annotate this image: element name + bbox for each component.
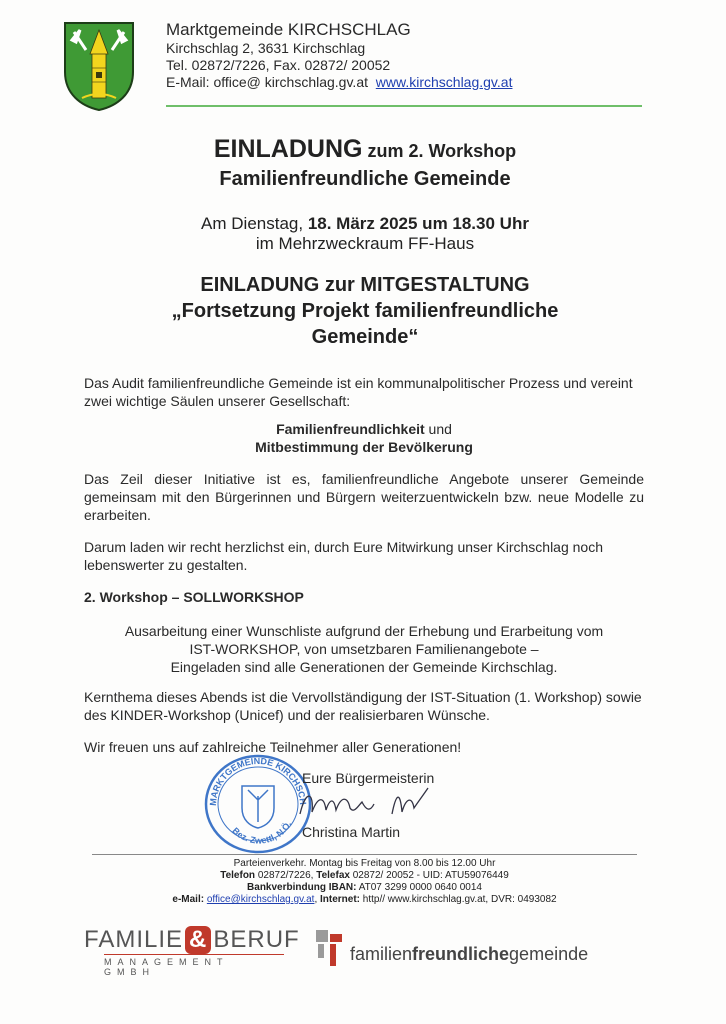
header-divider (166, 105, 642, 107)
fb-right-word: BERUF (213, 926, 300, 953)
bank-value: AT07 3299 0000 0640 0014 (356, 882, 482, 893)
signature-role: Eure Bürgermeisterin (302, 770, 435, 786)
fb-subtitle: MANAGEMENT GMBH (104, 954, 284, 977)
mitgestaltung-title: EINLADUNG zur MITGESTALTUNG (200, 274, 530, 296)
pillar-2: Mitbestimmung der Bevölkerung (255, 439, 473, 455)
email-line (166, 74, 512, 91)
signature-name: Christina Martin (302, 824, 401, 840)
location: im Mehrzweckraum FF-Haus (255, 234, 475, 253)
section-heading: 2. Workshop – SOLLWORKSHOP (84, 589, 304, 605)
svg-text:Bez. Zwettl, N.Ö. (230, 820, 293, 846)
internet-label: Internet: (320, 894, 361, 905)
fb-left-word: FAMILIE (84, 926, 184, 953)
invitation-title (60, 136, 670, 164)
section-line-1: Ausarbeitung einer Wunschliste aufgrund der Erhebung und Erarbeitung vom (124, 623, 604, 639)
intro-paragraph: Das Audit familienfreundliche Gemeinde ist ein kommunalpolitischer Prozess und vereint zwei wichtige Säulen unserer Gesellschaft: (84, 375, 633, 409)
address: Kirchschlag 2, 3631 Kirchschlag (166, 40, 366, 56)
handwritten-signature (296, 784, 436, 824)
phone-fax: Tel. 02872/7226, Fax. 02872/ 20052 (166, 57, 391, 73)
fb-ampersand: & (185, 926, 211, 954)
date-prefix: Am Dienstag, (201, 214, 304, 233)
section-text (84, 622, 644, 676)
ff-gemeinde-icon (316, 930, 348, 966)
website-link[interactable]: www.kirchschlag.gv.at (375, 74, 513, 90)
footer (92, 858, 637, 906)
email-label: E-Mail: office@ kirchschlag.gv.at (166, 74, 368, 90)
date-time: 18. März 2025 um 18.30 Uhr (307, 214, 529, 233)
project-line-1: „Fortsetzung Projekt familienfreundliche (171, 300, 559, 322)
telefax-value: 02872/ 20052 - UID: ATU59076449 (349, 870, 509, 881)
telefon-value: 02872/7226, (255, 870, 317, 881)
stamp-top-text: MARKTGEMEINDE KIRCHSCH (207, 755, 309, 807)
section-line-3: Eingeladen sind alle Generationen der Gemeinde Kirchschlag. (170, 659, 558, 675)
workshop-word: zum 2. Workshop (367, 141, 517, 161)
contact-line (92, 870, 637, 882)
office-hours: Parteienverkehr. Montag bis Freitag von 8.00 bis 12.00 Uhr (233, 858, 496, 869)
einladung-word: EINLADUNG (213, 135, 363, 163)
subtitle: Familienfreundliche Gemeinde (219, 168, 511, 190)
telefon-label: Telefon (220, 870, 256, 881)
invite-paragraph: Darum laden wir recht herzlichst ein, durch Eure Mitwirkung unser Kirchschlag noch lebenswerter zu gestalten. (84, 539, 603, 573)
email-internet-line: e-Mail: office@kirchschlag.gv.at, Internet: http// www.kirchschlag.gv.at, DVR: 0493082 (172, 894, 557, 905)
coat-of-arms (62, 20, 136, 112)
mitgestaltung-heading (60, 272, 670, 350)
section-line-2: IST-WORKSHOP, von umsetzbaren Familienangebote – (189, 641, 539, 657)
internet-value: http// www.kirchschlag.gv.at, DVR: 0493082 (360, 894, 557, 905)
date-location (60, 214, 670, 254)
kernthema-paragraph: Kernthema dieses Abends ist die Vervollständigung der IST-Situation (1. Workshop) sowie des KINDER-Workshop (Unicef) und der realisierbaren Wünsche. (84, 689, 642, 723)
bank-line (92, 882, 637, 894)
header-block (166, 20, 512, 91)
pillars (84, 420, 644, 456)
pillar-1-suffix: und (424, 421, 452, 437)
pillar-1: Familienfreundlichkeit (276, 421, 425, 437)
stamp-bottom-text: Bez. Zwettl, N.Ö. (230, 819, 294, 846)
footer-email-label: e-Mail: (172, 894, 205, 905)
telefax-label: Telefax (316, 870, 350, 881)
project-line-2: Gemeinde“ (311, 326, 419, 348)
ff-gemeinde-wordmark (350, 944, 588, 965)
ff-prefix: familien (350, 944, 413, 964)
footer-email-link[interactable]: office@kirchschlag.gv.at (206, 894, 315, 905)
familie-beruf-logo (84, 926, 314, 977)
footer-divider (92, 854, 637, 855)
org-name: Marktgemeinde KIRCHSCHLAG (166, 20, 411, 39)
ff-suffix: gemeinde (509, 944, 589, 964)
ff-bold: freundliche (412, 944, 510, 964)
goal-paragraph: Das Zeil dieser Initiative ist es, familienfreundliche Angebote unserer Gemeinde gemeinsam mit den Bürgerinnen und Bürgern weiterzuentwickeln bzw. neue Modelle zu erarbeiten. (84, 471, 644, 523)
closing-line: Wir freuen uns auf zahlreiche Teilnehmer aller Generationen! (84, 739, 462, 755)
bank-label: Bankverbindung IBAN: (247, 882, 357, 893)
